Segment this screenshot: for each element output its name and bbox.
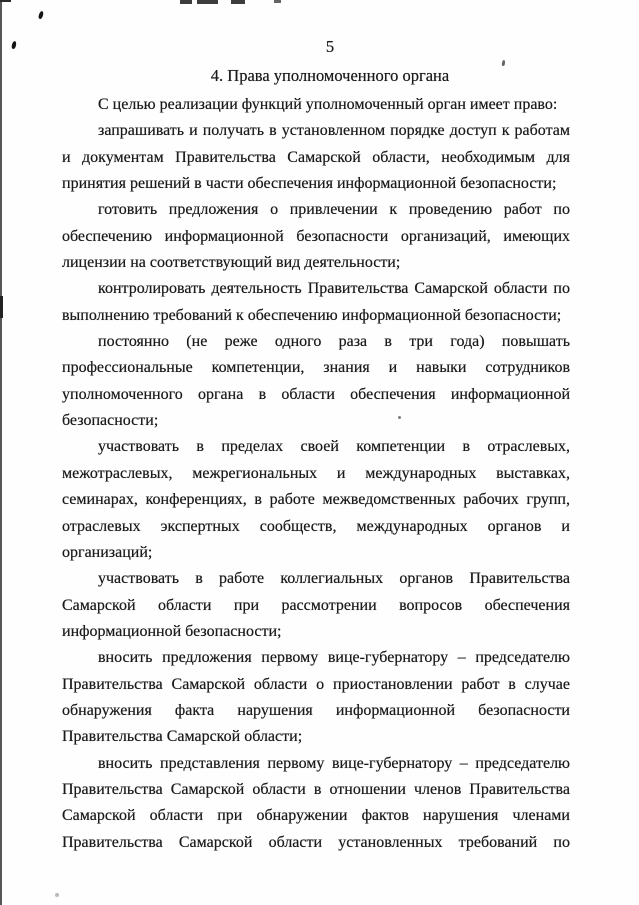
text-line: отраслевых экспертных сообществ, международных органов и [62, 517, 570, 535]
scan-top-dash [180, 0, 192, 4]
text-line: С целью реализации функций уполномоченный орган имеет право: [98, 96, 558, 113]
text-line: безопасности; [62, 412, 159, 430]
scan-left-edge-line [0, 0, 2, 905]
text-line: обнаружения факта нарушения информационной безопасности [62, 701, 570, 719]
text-line: выполнению требований к обеспечению информационной безопасности; [62, 306, 562, 324]
text-line: и документам Правительства Самарской области, необходимым для [62, 148, 570, 166]
scan-top-left-corner-line [0, 0, 11, 2]
text-line: обеспечению информационной безопасности организаций, имеющих [62, 227, 570, 245]
scan-top-dash [231, 0, 245, 4]
text-line: участвовать в пределах своей компетенции в отраслевых, [98, 438, 570, 456]
text-line: межотраслевых, межрегиональных и международных выставках, [62, 464, 570, 482]
text-line: вносить предложения первому вице-губернатору – председателю [98, 649, 570, 667]
text-line: Правительства Самарской области о приостановлении работ в случае [62, 675, 570, 693]
text-line: запрашивать и получать в установленном порядке доступ к работам [98, 122, 570, 140]
text-line: профессиональные компетенции, знания и навыки сотрудников [62, 359, 570, 377]
text-line: Самарской области при обнаружении фактов нарушения членами [62, 807, 570, 825]
text-line: готовить предложения о привлечении к проведению работ по [98, 201, 570, 219]
text-line: семинарах, конференциях, в работе межведомственных рабочих групп, [62, 491, 570, 509]
text-line: уполномоченного органа в области обеспечения информационной [62, 385, 570, 403]
text-line: информационной безопасности; [62, 622, 282, 640]
text-line: принятия решений в части обеспечения информационной безопасности; [62, 175, 557, 193]
text-line: Правительства Самарской области установленных требований по [62, 833, 570, 851]
text-line: участвовать в работе коллегиальных органов Правительства [98, 570, 570, 588]
section-heading: 4. Права уполномоченного органа [210, 66, 450, 85]
scan-speck [55, 893, 59, 897]
text-line: Самарской области при рассмотрении вопросов обеспечения [62, 596, 570, 614]
text-line: Правительства Самарской области; [62, 728, 303, 746]
scan-speck [38, 11, 44, 20]
scan-left-edge-blob [0, 296, 3, 318]
text-line: вносить представления первому вице-губернатору – председателю [98, 754, 570, 772]
text-line: постоянно (не реже одного раза в три года) повышать [98, 333, 570, 351]
scan-top-dash [197, 0, 218, 4]
text-line: контролировать деятельность Правительства Самарской области по [98, 280, 570, 298]
scan-speck [11, 41, 17, 50]
text-line: лицензии на соответствующий вид деятельности; [62, 254, 401, 272]
page-number: 5 [325, 37, 335, 56]
text-line: Правительства Самарской области в отношении членов Правительства [62, 780, 570, 798]
text-line: организаций; [62, 543, 153, 561]
scan-top-dash [274, 0, 281, 3]
body-text [62, 92, 570, 856]
